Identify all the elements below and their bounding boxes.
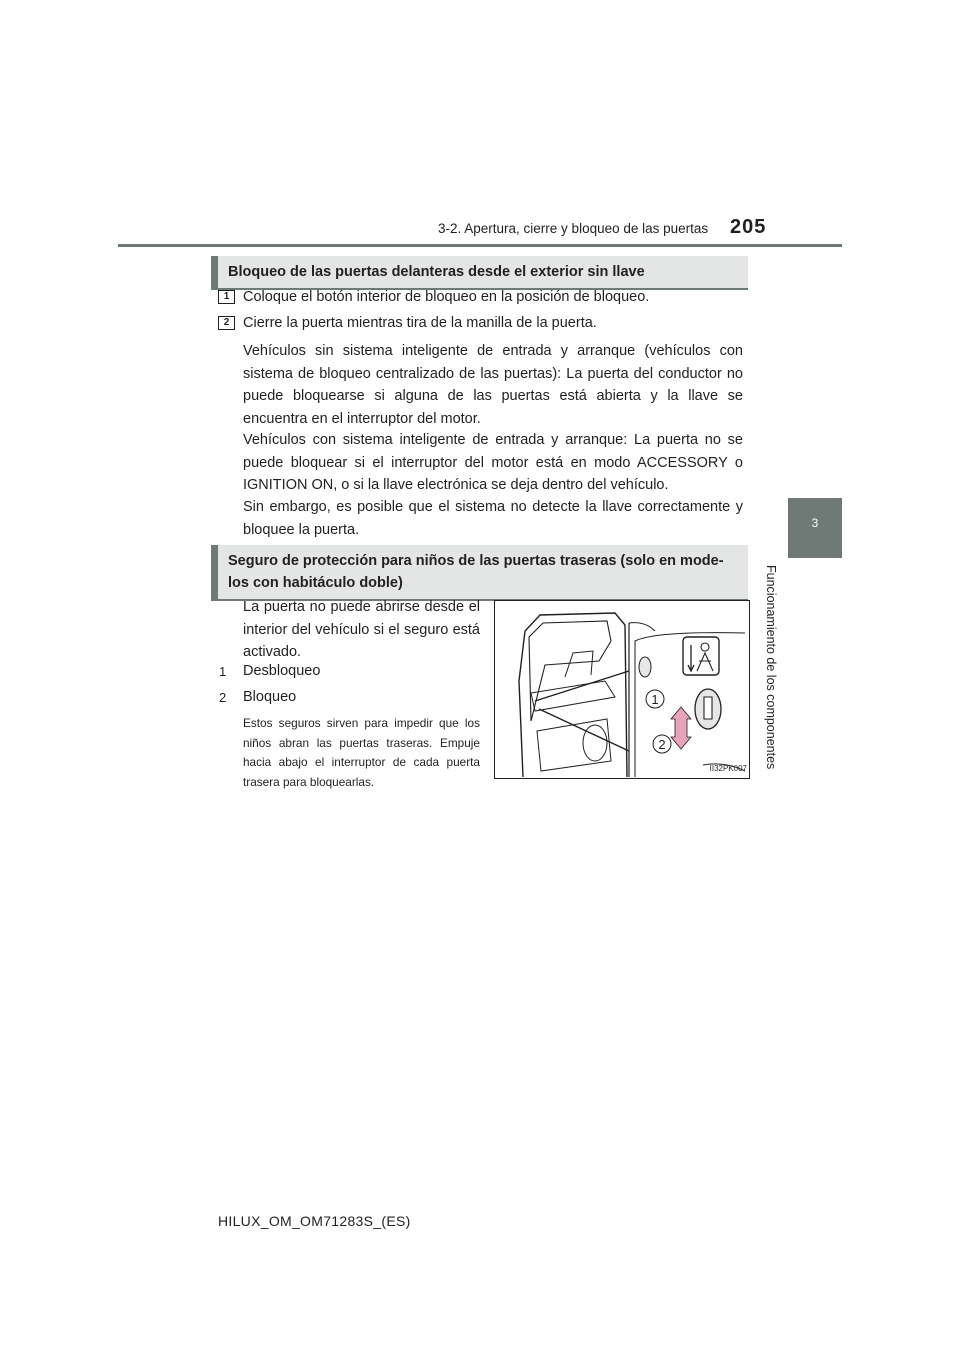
callout-number: 2 xyxy=(219,690,227,705)
item-label-unlock: Desbloqueo xyxy=(243,663,321,679)
step-number-box: 2 xyxy=(218,316,235,330)
paragraph-smart-entry: Vehículos con sistema inteligente de entrada y arranque: La puerta no se puede bloquear si el interruptor del motor está en modo ACCESSORY o IGNITION ON, o si la llave electrónica se deja dentro del vehículo. xyxy=(243,432,743,493)
paragraph-child-lock-intro: La puerta no puede abrirse desde el interior del vehículo si el seguro está activado. xyxy=(243,599,480,660)
section-heading-front-doors: Bloqueo de las puertas delanteras desde el exterior sin llave xyxy=(211,256,748,290)
callout-number: 1 xyxy=(219,664,227,679)
paragraph-no-smart-entry: Vehículos sin sistema inteligente de entrada y arranque (vehículos con sistema de bloqueo centralizado de las puertas): La puerta del conductor no puede bloquearse si alguna de las puertas está abierta y la llave se encuentra en el interruptor del motor. xyxy=(243,343,743,427)
step-text: Coloque el botón interior de bloqueo en la posición de bloqueo. xyxy=(243,289,650,305)
section-heading-child-lock xyxy=(211,545,748,601)
document-id: HILUX_OM_OM71283S_(ES) xyxy=(218,1213,411,1229)
section-heading-line2: los con habitáculo doble) xyxy=(228,575,403,591)
figure-callout-1: 1 xyxy=(651,692,659,707)
header-rule xyxy=(118,244,842,247)
figure-callout-2: 2 xyxy=(658,737,666,752)
chapter-tab-label-wrap xyxy=(758,565,788,785)
note-child-lock: Estos seguros sirven para impedir que los niños abran las puertas traseras. Empuje hacia abajo el interruptor de cada puerta trasera para bloquearlas. xyxy=(243,716,480,789)
page-number: 205 xyxy=(730,216,767,238)
chapter-tab-number: 3 xyxy=(811,516,819,530)
step-number-box: 1 xyxy=(218,290,235,304)
section-heading-line1: Seguro de protección para niños de las puertas traseras (solo en mode- xyxy=(228,553,724,569)
running-header-section: 3-2. Apertura, cierre y bloqueo de las puertas xyxy=(438,221,709,236)
chapter-tab-label: Funcionamiento de los componentes xyxy=(764,565,778,770)
item-label-lock: Bloqueo xyxy=(243,689,297,705)
figure-code: II32PK007 xyxy=(709,764,747,773)
child-lock-illustration xyxy=(494,600,750,779)
paragraph-however: Sin embargo, es posible que el sistema no detecte la llave correctamente y bloquee la puerta. xyxy=(243,499,743,538)
step-text: Cierre la puerta mientras tira de la manilla de la puerta. xyxy=(243,315,597,331)
